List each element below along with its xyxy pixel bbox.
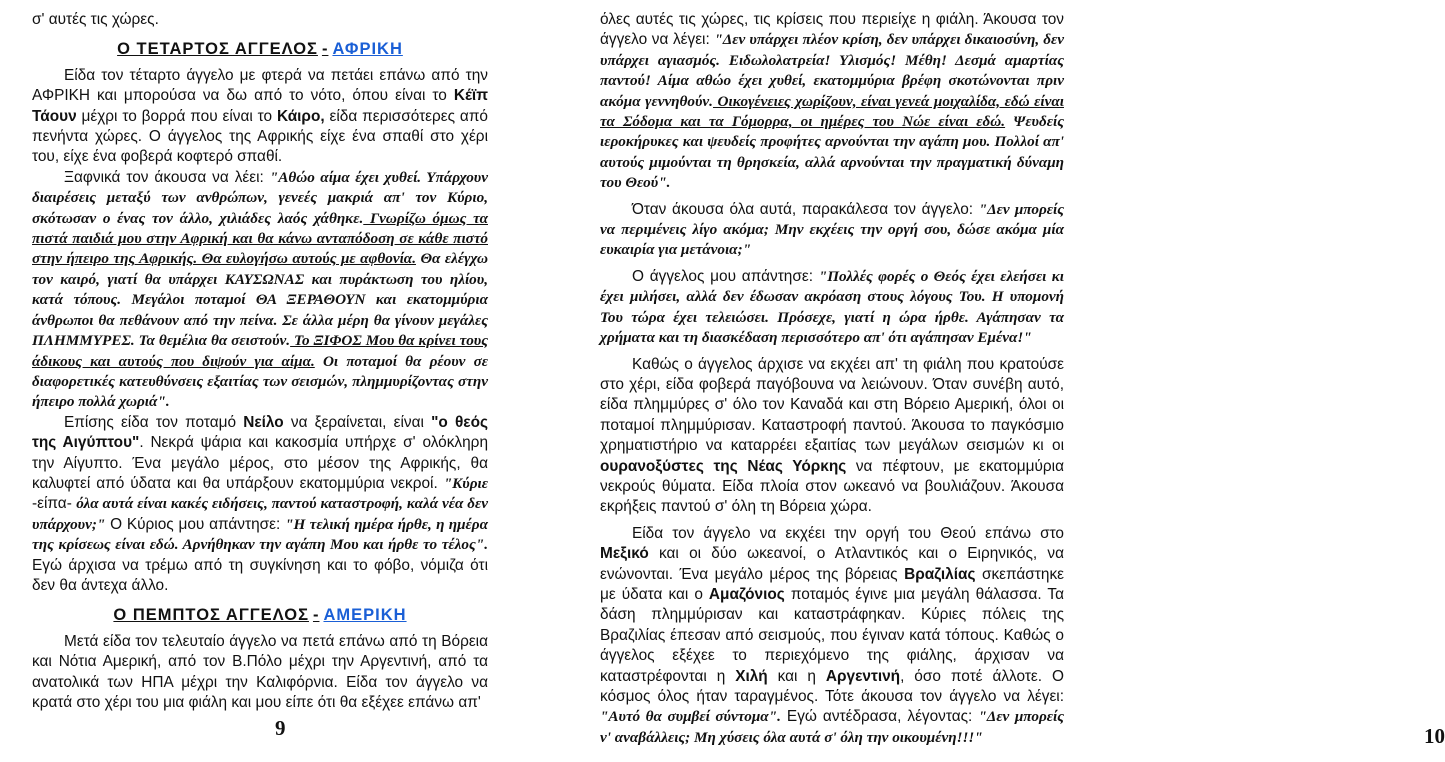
quote-run: "Πολλές φορές ο Θεός έχει ελεήσει κι έχει μιλήσει, αλλά δεν έδωσαν ακρόαση στους λόγους Του. Η υπομονή Του τώρα έχει τελειώσει. Πρόσεχε, γιατί η ώρα ήρθε. Αγάπησαν τα χρήματα και τη διασκέδαση περισσότερο απ' ότι αγάπησαν Εμένα!" xyxy=(600,267,1064,347)
paragraph xyxy=(32,66,488,168)
paragraph: Μετά είδα τον τελευταίο άγγελο να πετά επάνω από τη Βόρεια και Νότια Αμερική, από τον Β.Πόλο μέχρι την Αργεντινή, από τα ανατολικά των ΗΠΑ μέχρι την Καλιφόρνια. Είδα τον άγγελο να κρατά στο χέρι του μια φιάλη και μου είπε ότι θα εξέχεε επάνω απ' xyxy=(32,632,488,711)
quote-run: "Κύριε xyxy=(443,474,488,492)
quote-underlined: Το ΞΙΦΟΣ Μου θα κρίνει τους άδικους και αυτούς που διψούν για αίμα. xyxy=(32,332,488,370)
text-run: Ξαφνικά τον άκουσα να λέει: xyxy=(64,168,270,186)
text-run: σκεπάστηκε με ύδατα και ο xyxy=(600,565,1065,603)
page-number: 10 xyxy=(1424,724,1445,748)
place-name: Αργεντινή xyxy=(825,667,901,685)
text-run: όλες αυτές τις χώρες, τις κρίσεις που περιείχε η φιάλη. Άκουσα τον άγγελο να λέγει: xyxy=(600,11,1064,49)
place-name: Νείλο xyxy=(243,413,284,431)
text-run: -είπα- xyxy=(32,495,77,513)
right-page xyxy=(600,0,1445,762)
place-name: Κέϊπ Τάουν xyxy=(32,87,488,125)
paragraph xyxy=(32,168,488,413)
quote-run: Οι ποταμοί θα ρέουν σε διαφορετικές κατευθύνσεις εξαιτίας των σεισμών, πλημμυρίζοντας στην ήπειρο πολλά χωριά". xyxy=(32,352,488,411)
place-name: Βραζιλίας xyxy=(904,565,976,583)
bold-run: "ο θεός της Αιγύπτου" xyxy=(32,413,488,452)
place-name: Μεξικό xyxy=(600,545,649,563)
text-run: . Νεκρά ψάρια και κακοσμία υπήρχε σ' ολόκληρη την Αίγυπτο. Ένα μεγάλο μέρος, στο μέσον της Αφρικής, θα καλυφτεί από ύδατα και θα υπάρξουν εκατομμύρια νεκροί. xyxy=(32,434,488,492)
paragraph xyxy=(600,524,1064,748)
section-heading-fourth-angel xyxy=(32,39,488,59)
quote-underlined: Γνωρίζω όμως τα πιστά παιδιά μου στην Αφρική και θα κάνω ανταπόδοση σε κάθε πιστό στην ήπειρο της Αφρικής. Θα ευλογήσω αυτούς με αφθονία. xyxy=(32,209,488,268)
heading-place: ΑΜΕΡΙΚΗ xyxy=(323,606,407,625)
left-page xyxy=(32,0,488,762)
text-run: και η xyxy=(767,667,826,685)
quote-run: "Αθώο αίμα έχει χυθεί. Υπάρχουν διαιρέσεις μεταξύ των ανθρώπων, γενεές μακριά απ' τον Κύριο, σκότωσαν ο ένας τον άλλο, χιλιάδες λαός χάθηκε. xyxy=(32,168,488,227)
right-page-text xyxy=(600,0,1064,748)
text-run: , όσο ποτέ άλλοτε. Ο κόσμος όλος ήταν ταραγμένος. Τότε άκουσα τον άγγελο να λέγει: xyxy=(600,667,1064,705)
text-run: Ο Κύριος μου απάντησε: xyxy=(105,515,286,533)
heading-title: Ο ΤΕΤΑΡΤΟΣ ΑΓΓΕΛΟΣ xyxy=(117,40,318,59)
heading-dash: - xyxy=(312,606,320,625)
text-run: Όταν άκουσα όλα αυτά, παρακάλεσα τον άγγελο: xyxy=(632,200,979,218)
text-run: να ξεραίνεται, είναι xyxy=(283,413,432,431)
text-run: ποταμός έγινε μια μεγάλη θάλασσα. Τα δάση πλημμύρισαν και καταστράφηκαν. Κύριες πόλεις της Βραζιλίας έπεσαν από σεισμούς, που έγιναν κατά τόπους. Καθώς ο άγγελος εξέχεε το περιεχόμενο της φιάλης, άρχισαν να καταστρέφονται η xyxy=(600,585,1064,685)
paragraph xyxy=(600,267,1064,349)
paragraph xyxy=(600,200,1064,261)
heading-dash: - xyxy=(321,40,329,59)
quote-run: Ψευδείς ιεροκήρυκες και ψευδείς προφήτες αρνούνται την αγάπη μου. Πολλοί απ' αυτούς μιμούνται τη θρησκεία, αλλά αρνούνται την πραγματική δύναμη του Θεού". xyxy=(600,113,1064,192)
left-page-text xyxy=(32,0,488,713)
text-run: είδα περισσότερες από πενήντα χώρες. Ο άγγελος της Αφρικής είχε ένα σπαθί στο χέρι του, είχε ένα φοβερά κοφτερό σπαθί. xyxy=(32,107,488,166)
paragraph xyxy=(32,413,488,597)
place-name: Αμαζόνιος xyxy=(708,585,785,603)
text-run: Εγώ άρχισα να τρέμω από τη συγκίνηση και το φόβο, νόμιζα ότι δεν θα άντεχα άλλο. xyxy=(32,556,488,594)
heading-title: Ο ΠΕΜΠΤΟΣ ΑΓΓΕΛΟΣ xyxy=(113,606,309,625)
text-run: να πέφτουν, με εκατομμύρια νεκρούς θύματα. Είδα πλοία στον ωκεανό να βουλιάζουν. Άκουσα εκρήξεις παντού σ' όλη τη Βόρεια χώρα. xyxy=(600,457,1064,516)
page-number: 9 xyxy=(275,716,286,740)
text-run: και οι δύο ωκεανοί, ο Ατλαντικός και ο Ειρηνικός, να ενώνονται. Ένα μεγάλο μέρος της βόρειας xyxy=(600,545,1064,583)
text-run: Καθώς ο άγγελος άρχισε να εκχέει απ' τη φιάλη που κρατούσε στο χέρι, είδα φοβερά παγόβουνα να λειώνουν. Όταν συνέβη αυτό, είδα πλημμύρες σ' όλο τον Καναδά και στη Βόρειο Αμερική, όλοι οι ποταμοί πλημμύρισαν. Καταστροφή παντού. Άκουσα το παγκόσμιο χρηματιστήριο να καταρρέει εξαιτίας των μεγάλων σεισμών κι οι xyxy=(600,355,1064,455)
text-run: Ο άγγελος μου απάντησε: xyxy=(632,267,819,285)
heading-place: ΑΦΡΙΚΗ xyxy=(332,40,403,59)
quote-run: "Αυτό θα συμβεί σύντομα". xyxy=(600,708,781,726)
quote-run: όλα αυτά είναι κακές ειδήσεις, παντού καταστροφή, καλά νέα δεν υπάρχουν;" xyxy=(32,495,488,533)
quote-run: "Δεν μπορείς ν' αναβάλλεις; Μη χύσεις όλα αυτά σ' όλη την οικουμένη!!!" xyxy=(600,708,1064,746)
text-run: Είδα τον άγγελο να εκχέει την οργή του Θεού επάνω στο xyxy=(632,524,1064,542)
place-name: Κάιρο, xyxy=(276,107,325,125)
top-line: σ' αυτές τις χώρες. xyxy=(32,11,159,28)
text-run: Είδα τον τέταρτο άγγελο με φτερά να πετάει επάνω από την ΑΦΡΙΚΗ και μπορούσα να δω από το νότο, όπου είναι το xyxy=(32,66,488,105)
quote-run: Θα ελέγχω τον καιρό, γιατί θα υπάρχει ΚΑΥΣΩΝΑΣ και πυράκτωση του ηλίου, κατά τόπους. Μεγάλοι ποταμοί ΘΑ ΞΕΡΑΘΟΥΝ και εκατομμύρια άνθρωποι θα πεθάνουν από την πείνα. Σε άλλα μέρη θα γίνουν μεγάλες ΠΛΗΜΜΥΡΕΣ. Τα θεμέλια θα σειστούν. xyxy=(32,250,488,350)
paragraph xyxy=(600,10,1064,194)
quote-run: "Η τελική ημέρα ήρθε, η ημέρα της κρίσεως είναι εδώ. Αρνήθηκαν την αγάπη Μου και ήρθε το τέλος". xyxy=(32,515,488,554)
quote-run: "Δεν υπάρχει πλέον κρίση, δεν υπάρχει δικαιοσύνη, δεν υπάρχει αγιασμός. Ειδωλολατρεία! Υλισμός! Μέθη! Δεσμά αμαρτίας παντού! Αίμα αθώο έχει χυθεί, εκατομμύρια βρέφη σκοτώνονται πριν ακόμα γεννηθούν. xyxy=(600,31,1064,110)
text-run: μέχρι το βορρά που είναι το xyxy=(76,107,277,125)
paragraph xyxy=(600,355,1064,518)
place-name: ουρανοξύστες της Νέας Υόρκης xyxy=(600,457,847,475)
text-run: Εγώ αντέδρασα, λέγοντας: xyxy=(780,708,979,726)
quote-run: "Δεν μπορείς να περιμένεις λίγο ακόμα; Μην εκχέεις την οργή σου, δώσε ακόμα μία ευκαιρία για μετάνοια;" xyxy=(600,200,1064,259)
place-name: Χιλή xyxy=(735,667,768,685)
section-heading-fifth-angel xyxy=(32,605,488,625)
text-run: Επίσης είδα τον ποταμό xyxy=(64,413,244,431)
quote-underlined: Οικογένειες χωρίζουν, είναι γενεά μοιχαλίδα, εδώ είναι τα Σόδομα και τα Γόμορρα, οι ημέρες του Νώε είναι εδώ. xyxy=(600,92,1064,131)
